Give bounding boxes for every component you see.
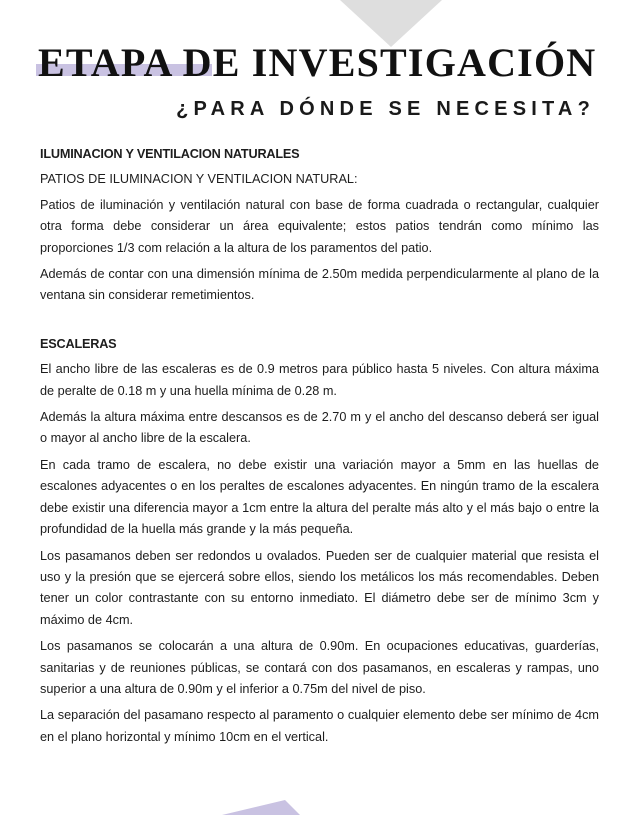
paragraph: Además de contar con una dimensión mínima de 2.50m medida perpendicularmente al plano de la ventana sin considerar remetimientos. xyxy=(40,267,599,303)
paragraph: En cada tramo de escalera, no debe existir una variación mayor a 5mm en las huellas de escalones adyacentes o en los peraltes de escalones adyacentes. En ningún tramo de la escalera debe existir una diferencia mayor a 1cm entre la altura del peralte más alto y el más bajo o entre la profundidad de la huella más grande y la más pequeña. xyxy=(40,457,599,537)
paragraph: Los pasamanos deben ser redondos u ovalados. Pueden ser de cualquier material que resista el uso y la presión que se ejercerá sobre ellos, siendo los metálicos los más recomendables. Deben tener un color contrastante con su entorno inmediato. El diámetro debe ser de mínimo 3cm y máximo de 4cm. xyxy=(40,548,599,627)
paragraph: Los pasamanos se colocarán a una altura de 0.90m. En ocupaciones educativas, guarderías, sanitarias y de reuniones públicas, se contará con dos pasamanos, en escaleras y rampas, uno superior a una altura de 0.90m y el inferior a 0.75m del nivel de piso. xyxy=(40,639,599,696)
document-body xyxy=(40,144,599,753)
page-title: ETAPA DE INVESTIGACIÓN xyxy=(38,40,597,85)
paragraph: Patios de iluminación y ventilación natural con base de forma cuadrada o rectangular, cualquier otra forma debe considerar un área equivalente; estos patios tendrán como mínimo las proporciones 1/3 com relación a la altura de los paramentos del patio. xyxy=(40,197,599,255)
paragraph: El ancho libre de las escaleras es de 0.9 metros para público hasta 5 niveles. Con altura máxima de peralte de 0.18 m y una huella mínima de 0.28 m. xyxy=(40,362,599,398)
paragraph: La separación del pasamano respecto al paramento o cualquier elemento debe ser mínimo de 4cm en el plano horizontal y mínimo 10cm en el vertical. xyxy=(40,708,599,744)
page-subtitle: ¿PARA DÓNDE SE NECESITA? xyxy=(176,98,595,120)
section-heading: ESCALERAS xyxy=(40,336,117,351)
section-escaleras xyxy=(40,334,599,748)
section-iluminacion xyxy=(40,144,599,307)
section-heading: ILUMINACION Y VENTILACION NATURALES xyxy=(40,147,300,161)
paragraph: Además la altura máxima entre descansos es de 2.70 m y el ancho del descanso deberá ser igual o mayor al ancho libre de la escalera. xyxy=(40,410,599,446)
section-subheading: PATIOS DE ILUMINACION Y VENTILACION NATURAL: xyxy=(40,172,358,187)
section-spacer xyxy=(40,312,599,334)
